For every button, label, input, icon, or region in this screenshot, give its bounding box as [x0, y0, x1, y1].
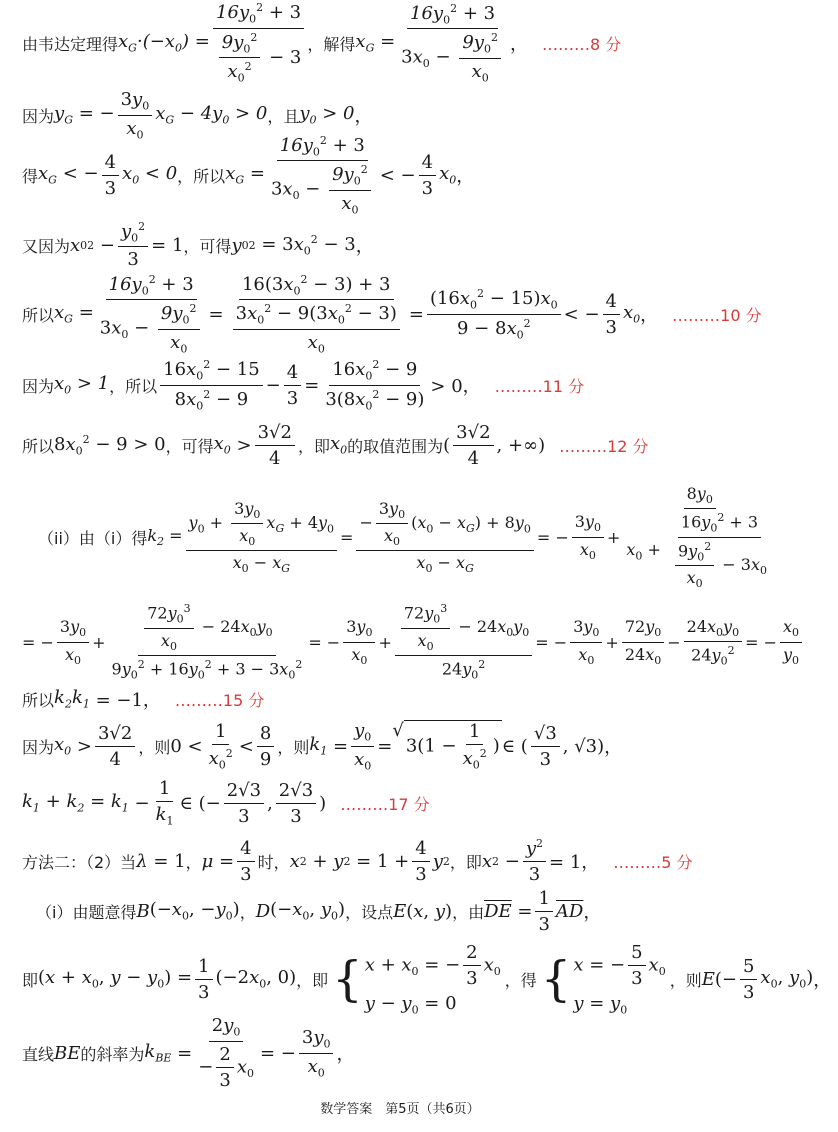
score-mark: ………12 分 — [559, 436, 649, 456]
fraction: $\frac{3√2}{4}$ — [95, 723, 135, 770]
text: 因为 — [22, 376, 55, 396]
fraction: $\frac{8}{9}$ — [257, 723, 274, 770]
text: 的斜率为 — [80, 1044, 145, 1064]
line-range: 所以 $8x_0^2 - 9 > 0$ ，可得 $x_0$ > $\frac{3√2}{4}$ ，即 $x_0$ 的取值范围为 ( $\frac{3√2}{4}$ , +∞) ………12 分 — [22, 421, 649, 469]
fraction: − $\frac{3y_0}{x_0}$ $(x_0 - x_G) + 8y_0$ $x_0 - x_G$ — [356, 499, 533, 576]
text: ， — [813, 970, 832, 991]
fraction: $\frac{4}{3}$ — [284, 362, 301, 409]
text: ， — [604, 737, 623, 758]
text: 所以 — [22, 690, 55, 710]
text: 方法二：（2）当 — [22, 852, 137, 872]
text: ， — [336, 1044, 355, 1065]
equation-system: { $x + x_0$ = − $\frac{2}{3}$ $x_0$ $y - y_0 = 0$ — [332, 941, 501, 1017]
text: ， — [185, 852, 202, 872]
fraction: $\frac{4}{3}$ — [102, 152, 119, 199]
text: ，即 — [296, 970, 329, 990]
text: （ii）由（i）得 — [38, 528, 148, 548]
text: ，则 — [277, 737, 310, 757]
fraction: $\frac{1}{3}$ — [535, 888, 552, 935]
score-mark: ………15 分 — [174, 690, 265, 710]
fraction: $\frac{3y_0}{x_0}$ — [299, 1027, 334, 1079]
fraction: $\frac{3y_0}{x_0}$ — [118, 89, 153, 141]
line-compare: 因为 $x_0 > 1$ ，所以 $\frac{16x_0^2 - 15}{8x_0^2 - 9}$ − $\frac{4}{3}$ = $\frac{16x_0^2 - 9}{3(8x_0^2 - 9)}$ > 0， ………11 分 — [22, 357, 585, 413]
text: 因为 — [22, 737, 55, 757]
text: ，设点 — [345, 902, 394, 922]
fraction: $\frac{3y_0}{x_0}$ — [570, 617, 602, 666]
fraction: $\frac{3√2}{4}$ — [255, 422, 295, 469]
fraction: $\frac{24x_0y_0}{24y_0^2}$ — [684, 617, 742, 668]
fraction: $\frac{3y_0}{x_0}$ — [343, 617, 375, 666]
line-simplify: = − $\frac{3y_0}{x_0}$ + $\frac{72y_0^3}{x_0}$ − $24x_0y_0$ $9y_0^2 + 16y_0^2 + 3 - 3x_0^2$ = − $\frac{3y_0}{x_0}$ + $\frac{72y_0^3}{x_0}$ − $24x_0y_0$ $24y_0^2$ = − $\frac{3y_0}{x_0}$ + $\frac{72y_0}{24x_0}$ − $\frac{24x_0y_0}{24y_0^2}$ = − $\frac{x_0}{y_0}$ — [0, 604, 822, 680]
text: ，则 — [138, 737, 171, 757]
text: ，所以 — [109, 376, 158, 396]
text: ，即 — [449, 852, 482, 872]
fraction: $\frac{1}{3}$ — [195, 956, 212, 1003]
text: 即 — [22, 970, 39, 990]
sqrt: √ 3(1 − $\frac{1}{x_0^2}$ ) — [392, 720, 500, 772]
line-method-two: 方法二：（2）当 λ = 1 ， μ = $\frac{4}{3}$ 时， x 2 + y 2 = 1 + $\frac{4}{3}$ y 2 ，即 x 2 − $\frac{y^2}{3}$ = 1， ………5 分 — [22, 837, 693, 885]
page-footer: 数学答案 第5页（共6页） — [320, 1102, 480, 1117]
fraction: $16y_0^2 + 3$ $3x_0$ − $\frac{9y_0^2}{x_0}$ — [268, 134, 377, 217]
line-yg: 因为 $y_G$ = − $\frac{3y_0}{x_0}$ $x_G - 4y_0 > 0$ ，且 $y_0 > 0$ ， — [22, 88, 373, 142]
fraction: $\frac{3y_0}{x_0}$ — [572, 512, 604, 561]
fraction: $16y_0^2 + 3$ $3x_0$ − $\frac{9y_0^2}{x_0}$ — [97, 273, 206, 356]
line-vieta: 由韦达定理得 $x_G\cdot(-x_0)$ = $16y_0^2 + 3$ $\frac{9y_0^2}{x_0^2}$ − 3 ，解得 $x_G$ = $16y_0^2 + 3$ $3x_0$ − $\frac{9y_0^2}{x_0}$ ， ………8 分 — [22, 1, 622, 85]
fraction: $y_0$ + $\frac{3y_0}{x_0}$ $x_G + 4y_0$ $x_0 - x_G$ — [186, 499, 338, 576]
fraction: $16y_0^2 + 3$ $3x_0$ − $\frac{9y_0^2}{x_0}$ — [398, 2, 507, 85]
fraction: $8y_0$ $x_0$ + $16y_0^2 + 3$ $\frac{9y_0^2}{x_0}$ − $3x_0$ — [626, 483, 768, 591]
text: ， — [354, 106, 373, 127]
fraction: $\frac{4}{3}$ — [237, 838, 254, 885]
text: 所以 — [22, 436, 55, 456]
fraction: $\frac{4}{3}$ — [419, 152, 436, 199]
score-mark: ………17 分 — [340, 794, 430, 814]
fraction: $\frac{y_0^2}{3}$ — [118, 220, 148, 271]
fraction: $\frac{72y_0^3}{x_0}$ − $24x_0y_0$ $24y_0^2$ — [395, 602, 532, 681]
fraction: $\frac{16x_0^2 - 9}{3(8x_0^2 - 9)}$ — [325, 357, 425, 413]
line-k1-range: 因为 $x_0$ > $\frac{3√2}{4}$ ，则 0 < $\frac{1}{x_0^2}$ < $\frac{8}{9}$ ，则 $k_1$ = $\frac{y_0}{x_0}$ = √ 3(1 − $\frac{1}{x_0^2}$ ) ∈ ( $\frac{√3}{3}$ , √3) ， — [22, 719, 623, 773]
fraction: $\frac{√3}{3}$ — [531, 723, 560, 770]
line-points: （i）由题意得 B ($-x_0$, $-y_0$) ， D ($-x_0$, $y_0$) ，设点 E (x, y) ，由 $\overline{DE}$ = $\frac{1}{3}$ $\overline{AD}$ ， — [36, 887, 602, 935]
fraction: $\frac{(16x_0^2 - 15)x_0}{9 - 8x_0^2}$ — [427, 287, 561, 341]
fraction: $\frac{y^2}{3}$ — [523, 837, 546, 885]
fraction: $2y_0$ − $\frac{2}{3}$ $x_0$ — [198, 1015, 254, 1091]
text: （i）由题意得 — [36, 902, 137, 922]
fraction: $\frac{1}{k_1}$ — [155, 778, 174, 828]
text: 因为 — [22, 106, 55, 126]
text: ， — [239, 902, 256, 922]
line-k1k2: 所以 $k_2k_1$ = −1， ………15 分 — [22, 687, 265, 711]
line-hyperbola: 又因为 x 0 2 − $\frac{y_0^2}{3}$ = 1 ，可得 y 0 2 = $3x_0^2 - 3$ ， — [22, 219, 374, 271]
text: ，所以 — [177, 166, 226, 186]
score-mark: ………11 分 — [494, 376, 585, 396]
fraction: $\frac{2√3}{3}$ — [276, 780, 316, 827]
text: 得 — [22, 166, 39, 186]
text: ，且 — [267, 106, 300, 126]
fraction: $\frac{x_0}{y_0}$ — [780, 617, 802, 666]
score-mark: ………8 分 — [541, 34, 622, 54]
text: 所以 — [22, 305, 55, 325]
text: ， — [583, 902, 602, 923]
score-mark: ………10 分 — [672, 305, 762, 325]
line-slope-be: 直线 BE 的斜率为 $k_{BE}$ = $2y_0$ − $\frac{2}{3}$ $x_0$ = − $\frac{3y_0}{x_0}$ ， — [22, 1015, 355, 1091]
line-k2: （ii）由（i）得 $k_2$ = $y_0$ + $\frac{3y_0}{x_0}$ $x_G + 4y_0$ $x_0 - x_G$ = − $\frac{3y_0}{x_0}$ $(x_0 - x_G) + 8y_0$ $x_0 - x_G$ = − $\frac{3y_0}{x_0}$ + $8y_0$ $x_0$ + $16y_0^2 + 3$ $\frac{9y_0^2}{x_0}$ − $3x_0$ — [0, 478, 838, 596]
fraction: $\frac{1}{x_0^2}$ — [208, 720, 233, 772]
fraction: $\frac{72y_0^3}{x_0}$ − $24x_0y_0$ $9y_0^2 + 16y_0^2 + 3 - 3x_0^2$ — [111, 602, 303, 682]
line-k1-plus-k2: $k_1 + k_2 = k_1$ − $\frac{1}{k_1}$ ∈ (− $\frac{2√3}{3}$ , $\frac{2√3}{3}$ ) ………17 分 — [22, 778, 430, 828]
text: ，可得 — [165, 436, 214, 456]
fraction: $\frac{16x_0^2 - 15}{8x_0^2 - 9}$ — [160, 358, 263, 412]
fraction: $\frac{3y_0}{x_0}$ — [57, 617, 89, 666]
fraction: $\frac{16(3x_0^2 - 3) + 3}{\frac{3x_0^2 - 9(3x_0^2 - 3)}{x_0}}$ — [227, 273, 406, 356]
fraction: $16y_0^2 + 3$ $\frac{9y_0^2}{x_0^2}$ − 3 — [213, 1, 305, 85]
text: 的取值范围为 — [347, 436, 444, 456]
line-system: 即 ($x + x_0$, $y - y_0$) = $\frac{1}{3}$ ($-2x_0$, 0) ，即 { $x + x_0$ = − $\frac{2}{3}$ $x_0$ $y - y_0 = 0$ ，得 { x = − $\frac{5}{3}$ $x_0$ $y = y_0$ ，则 E (− $\frac{5}{3}$ $x_0$, $y_0$) ， — [22, 941, 832, 1017]
text: ，由 — [452, 902, 485, 922]
fraction: $\frac{y_0}{x_0}$ — [351, 720, 374, 772]
formula: $x_G\cdot(-x_0)$ = — [118, 31, 210, 55]
text: 又因为 — [22, 236, 71, 256]
line-xg-bound: 得 $x_G$ < − $\frac{4}{3}$ $x_0 < 0$ ，所以 $x_G$ = $16y_0^2 + 3$ $3x_0$ − $\frac{9y_0^2}{x_0}$ < − $\frac{4}{3}$ $x_0$ ， — [22, 133, 475, 217]
fraction: $\frac{4}{3}$ — [412, 838, 429, 885]
fraction: $\frac{2√3}{3}$ — [224, 780, 264, 827]
text: 时， — [257, 852, 290, 872]
text: ， — [456, 166, 475, 187]
line-substitute: 所以 $x_G$ = $16y_0^2 + 3$ $3x_0$ − $\frac{9y_0^2}{x_0}$ = $\frac{16(3x_0^2 - 3) + 3}{\frac{3x_0^2 - 9(3x_0^2 - 3)}{x_0}}$ = $\frac{(16x_0^2 - 15)x_0}{9 - 8x_0^2}$ < − $\frac{4}{3}$ $x_0$ ， ………10 分 — [22, 272, 762, 356]
score-mark: ………5 分 — [613, 852, 693, 872]
fraction: $\frac{3√2}{4}$ — [453, 422, 493, 469]
fraction: $\frac{5}{3}$ — [740, 956, 757, 1003]
text: ，则 — [669, 970, 702, 990]
text: ， — [355, 236, 374, 257]
text-solve: ，解得 — [307, 34, 356, 54]
fraction: $\frac{4}{3}$ — [603, 291, 620, 338]
equation-system: { x = − $\frac{5}{3}$ $x_0$ $y = y_0$ — [540, 941, 666, 1017]
text: ，即 — [297, 436, 330, 456]
text: ，可得 — [183, 236, 232, 256]
text: ，得 — [504, 970, 537, 990]
text: 直线 — [22, 1044, 55, 1064]
fraction: $\frac{72y_0}{24x_0}$ — [622, 617, 664, 666]
text-vieta-prefix: 由韦达定理得 — [22, 34, 119, 54]
